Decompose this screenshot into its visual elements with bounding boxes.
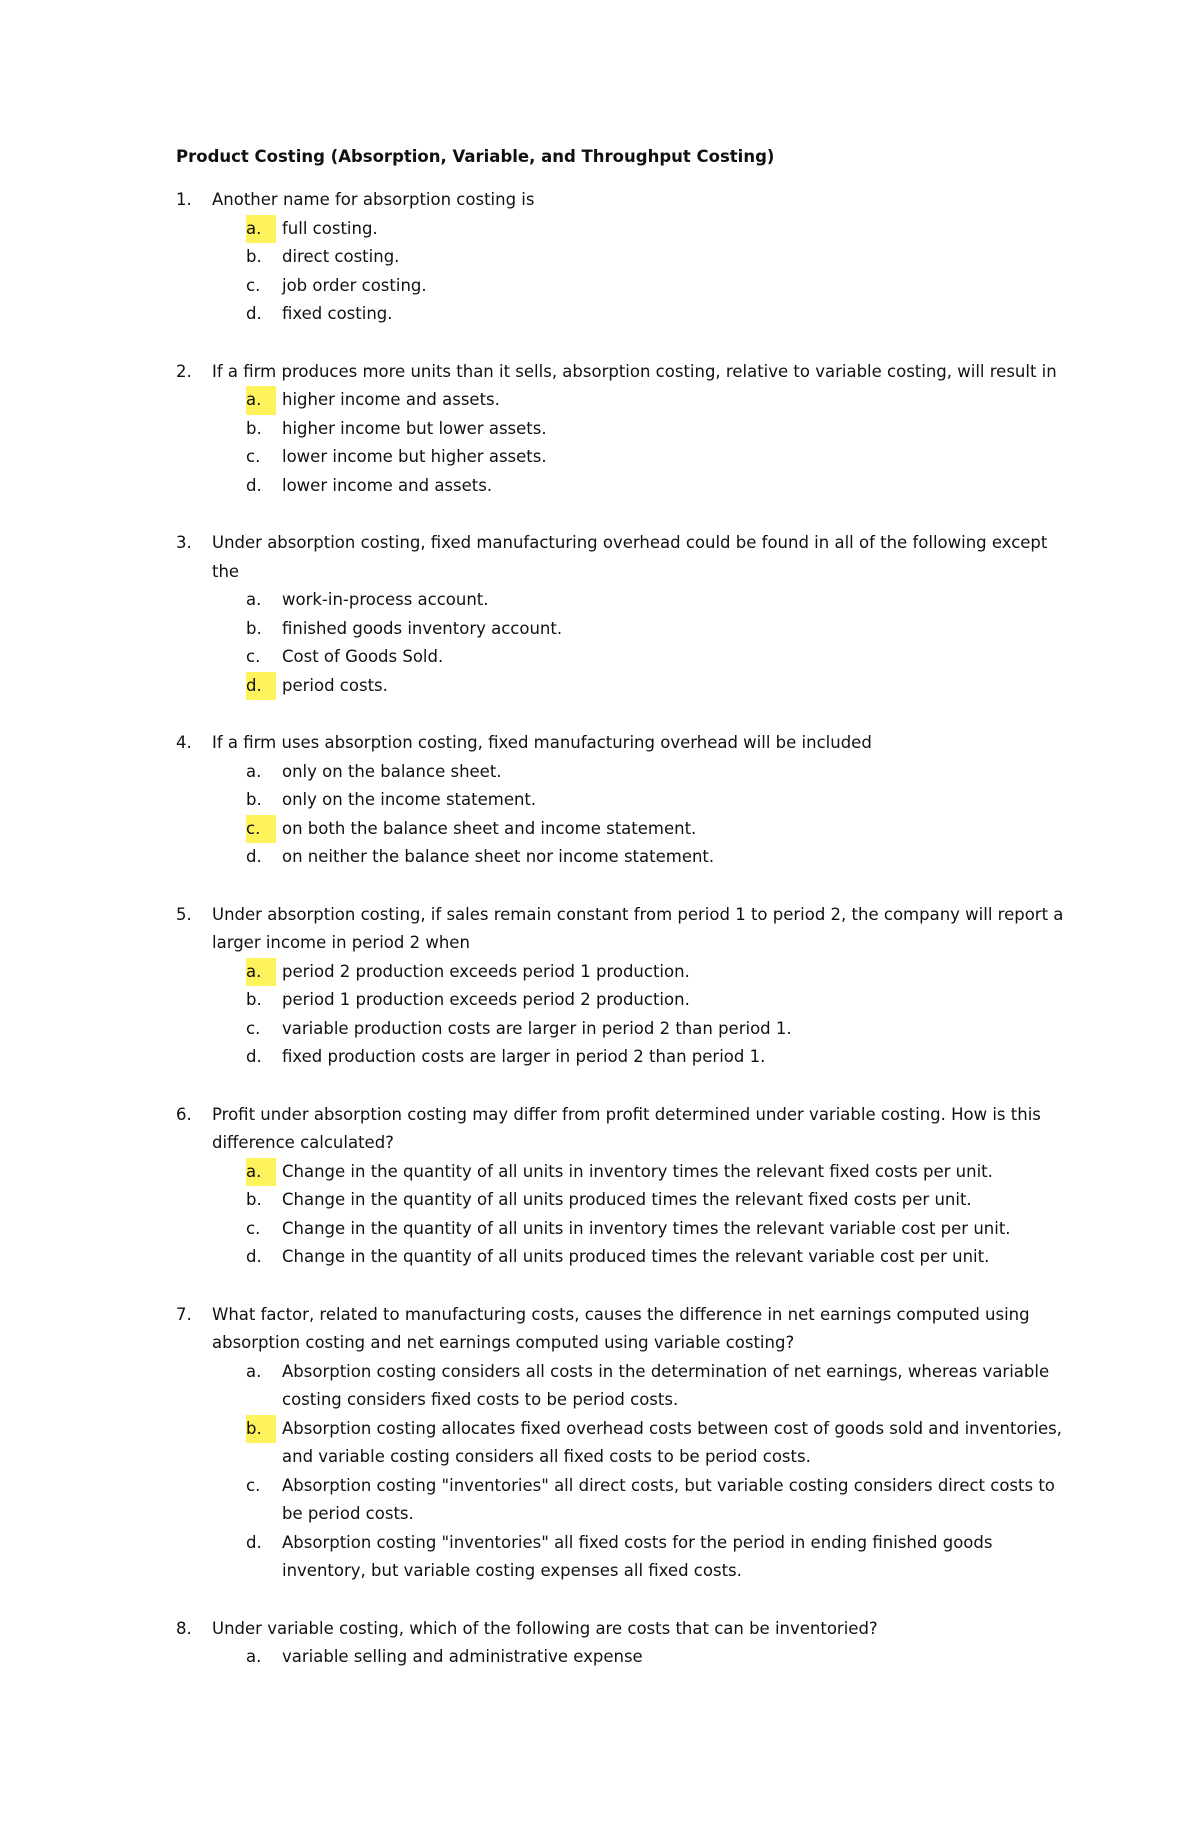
option-letter: c.: [246, 647, 261, 666]
answer-option: [246, 643, 1066, 672]
answer-option: [246, 300, 1066, 329]
answer-option: [246, 1643, 1066, 1672]
answer-option: [246, 615, 1066, 644]
question-number: 7.: [176, 1304, 192, 1324]
option-text: on neither the balance sheet nor income statement.: [282, 847, 715, 866]
option-letter: a.: [246, 590, 262, 609]
option-list: [176, 1158, 1066, 1272]
option-text: on both the balance sheet and income statement.: [282, 818, 697, 838]
highlighted-option-letter: a.: [246, 1158, 276, 1187]
option-letter: d.: [246, 1047, 262, 1066]
option-text: higher income but lower assets.: [282, 418, 547, 438]
option-text: period costs.: [282, 675, 388, 695]
answer-option: [246, 986, 1066, 1015]
option-letter: a.: [246, 761, 262, 781]
option-text: variable production costs are larger in period 2 than period 1.: [282, 1018, 792, 1038]
question-stem: [176, 901, 1066, 958]
answer-option: [246, 843, 1066, 872]
option-text: variable selling and administrative expense: [282, 1647, 643, 1666]
answer-option: [246, 243, 1066, 272]
answer-option: [246, 672, 1066, 701]
option-letter: c.: [246, 1018, 261, 1038]
option-list: [176, 758, 1066, 872]
highlighted-option-letter: d.: [246, 672, 276, 701]
highlighted-option-letter: a.: [246, 215, 276, 244]
question-text: Another name for absorption costing is: [212, 190, 535, 209]
question-list: [176, 186, 1066, 1701]
answer-option: [246, 472, 1066, 501]
option-letter: b.: [246, 1190, 262, 1209]
option-text: full costing.: [282, 218, 378, 238]
answer-option: [246, 1358, 1066, 1415]
option-text: Cost of Goods Sold.: [282, 647, 444, 666]
question-stem: [176, 529, 1066, 586]
option-letter: c.: [246, 1218, 261, 1238]
highlighted-option-letter: a.: [246, 958, 276, 987]
question-text: Under absorption costing, if sales remain constant from period 1 to period 2, the company will report a larger income in period 2 when: [212, 904, 1064, 952]
question-stem: [176, 358, 1066, 387]
option-text: Absorption costing allocates fixed overhead costs between cost of goods sold and inventories, and variable costing considers all fixed costs to be period costs.: [282, 1418, 1062, 1466]
option-letter: d.: [246, 1247, 262, 1266]
answer-option: [246, 786, 1066, 815]
option-letter: b.: [246, 418, 262, 438]
option-text: Change in the quantity of all units in inventory times the relevant fixed costs per unit.: [282, 1161, 993, 1181]
option-text: lower income and assets.: [282, 475, 493, 495]
option-text: fixed costing.: [282, 304, 393, 323]
question-text: Under absorption costing, fixed manufacturing overhead could be found in all of the following except the: [212, 533, 1048, 581]
option-letter: c.: [246, 447, 261, 466]
option-letter: b.: [246, 790, 262, 809]
option-letter: b.: [246, 618, 262, 638]
answer-option: [246, 1015, 1066, 1044]
option-letter: d.: [246, 847, 262, 866]
highlighted-option-letter: c.: [246, 815, 276, 844]
option-letter: a.: [246, 1647, 262, 1666]
option-text: fixed production costs are larger in period 2 than period 1.: [282, 1047, 766, 1066]
answer-option: [246, 386, 1066, 415]
option-text: Absorption costing "inventories" all direct costs, but variable costing considers direct costs to be period costs.: [282, 1475, 1055, 1523]
option-letter: d.: [246, 1532, 262, 1552]
option-text: higher income and assets.: [282, 390, 500, 409]
question-2: [176, 358, 1066, 501]
option-text: Absorption costing considers all costs in the determination of net earnings, whereas variable costing considers fixed costs to be period costs.: [282, 1361, 1050, 1409]
question-number: 4.: [176, 733, 192, 752]
question-1: [176, 186, 1066, 329]
question-6: [176, 1101, 1066, 1272]
answer-option: [246, 415, 1066, 444]
option-text: only on the income statement.: [282, 790, 537, 809]
option-text: Change in the quantity of all units in inventory times the relevant variable cost per unit.: [282, 1218, 1011, 1238]
option-list: [176, 386, 1066, 500]
option-letter: c.: [246, 275, 261, 295]
answer-option: [246, 215, 1066, 244]
option-text: finished goods inventory account.: [282, 618, 563, 638]
highlighted-option-letter: b.: [246, 1415, 276, 1444]
option-letter: a.: [246, 1361, 262, 1381]
question-stem: [176, 1301, 1066, 1358]
answer-option: [246, 815, 1066, 844]
option-text: Change in the quantity of all units produced times the relevant fixed costs per unit.: [282, 1190, 972, 1209]
option-list: [176, 1358, 1066, 1586]
answer-option: [246, 272, 1066, 301]
option-list: [176, 958, 1066, 1072]
question-text: What factor, related to manufacturing costs, causes the difference in net earnings computed using absorption costing and net earnings computed using variable costing?: [212, 1304, 1030, 1352]
answer-option: [246, 586, 1066, 615]
answer-option: [246, 1529, 1066, 1586]
highlighted-option-letter: a.: [246, 386, 276, 415]
question-7: [176, 1301, 1066, 1586]
option-text: work-in-process account.: [282, 590, 489, 609]
question-stem: [176, 1615, 1066, 1644]
question-number: 3.: [176, 533, 192, 552]
question-number: 5.: [176, 904, 192, 924]
question-text: Profit under absorption costing may differ from profit determined under variable costing. How is this difference calculated?: [212, 1104, 1041, 1152]
question-number: 1.: [176, 190, 192, 209]
option-text: job order costing.: [282, 275, 427, 295]
option-letter: c.: [246, 1475, 261, 1495]
option-text: Absorption costing "inventories" all fixed costs for the period in ending finished goods inventory, but variable costing expenses all fixed costs.: [282, 1532, 993, 1580]
question-number: 2.: [176, 361, 192, 381]
option-text: period 1 production exceeds period 2 production.: [282, 990, 690, 1009]
question-stem: [176, 729, 1066, 758]
question-8: [176, 1615, 1066, 1672]
answer-option: [246, 1415, 1066, 1472]
answer-option: [246, 1472, 1066, 1529]
question-stem: [176, 1101, 1066, 1158]
answer-option: [246, 1215, 1066, 1244]
question-text: Under variable costing, which of the following are costs that can be inventoried?: [212, 1618, 878, 1638]
option-letter: d.: [246, 304, 262, 323]
answer-option: [246, 1158, 1066, 1187]
answer-option: [246, 958, 1066, 987]
question-number: 6.: [176, 1104, 192, 1124]
question-4: [176, 729, 1066, 872]
option-letter: b.: [246, 990, 262, 1009]
question-number: 8.: [176, 1618, 192, 1638]
option-text: only on the balance sheet.: [282, 761, 502, 781]
question-text: If a firm produces more units than it sells, absorption costing, relative to variable costing, will result in: [212, 361, 1057, 381]
option-list: [176, 586, 1066, 700]
answer-option: [246, 443, 1066, 472]
answer-option: [246, 1186, 1066, 1215]
option-text: direct costing.: [282, 247, 400, 266]
option-text: Change in the quantity of all units produced times the relevant variable cost per unit.: [282, 1247, 990, 1266]
option-list: [176, 1643, 1066, 1672]
question-stem: [176, 186, 1066, 215]
question-5: [176, 901, 1066, 1072]
question-3: [176, 529, 1066, 700]
answer-option: [246, 1043, 1066, 1072]
option-text: lower income but higher assets.: [282, 447, 547, 466]
question-text: If a firm uses absorption costing, fixed manufacturing overhead will be included: [212, 733, 872, 752]
option-list: [176, 215, 1066, 329]
answer-option: [246, 758, 1066, 787]
option-letter: b.: [246, 247, 262, 266]
document-title: Product Costing (Absorption, Variable, and Throughput Costing): [176, 147, 775, 166]
answer-option: [246, 1243, 1066, 1272]
option-text: period 2 production exceeds period 1 production.: [282, 961, 690, 981]
option-letter: d.: [246, 475, 262, 495]
